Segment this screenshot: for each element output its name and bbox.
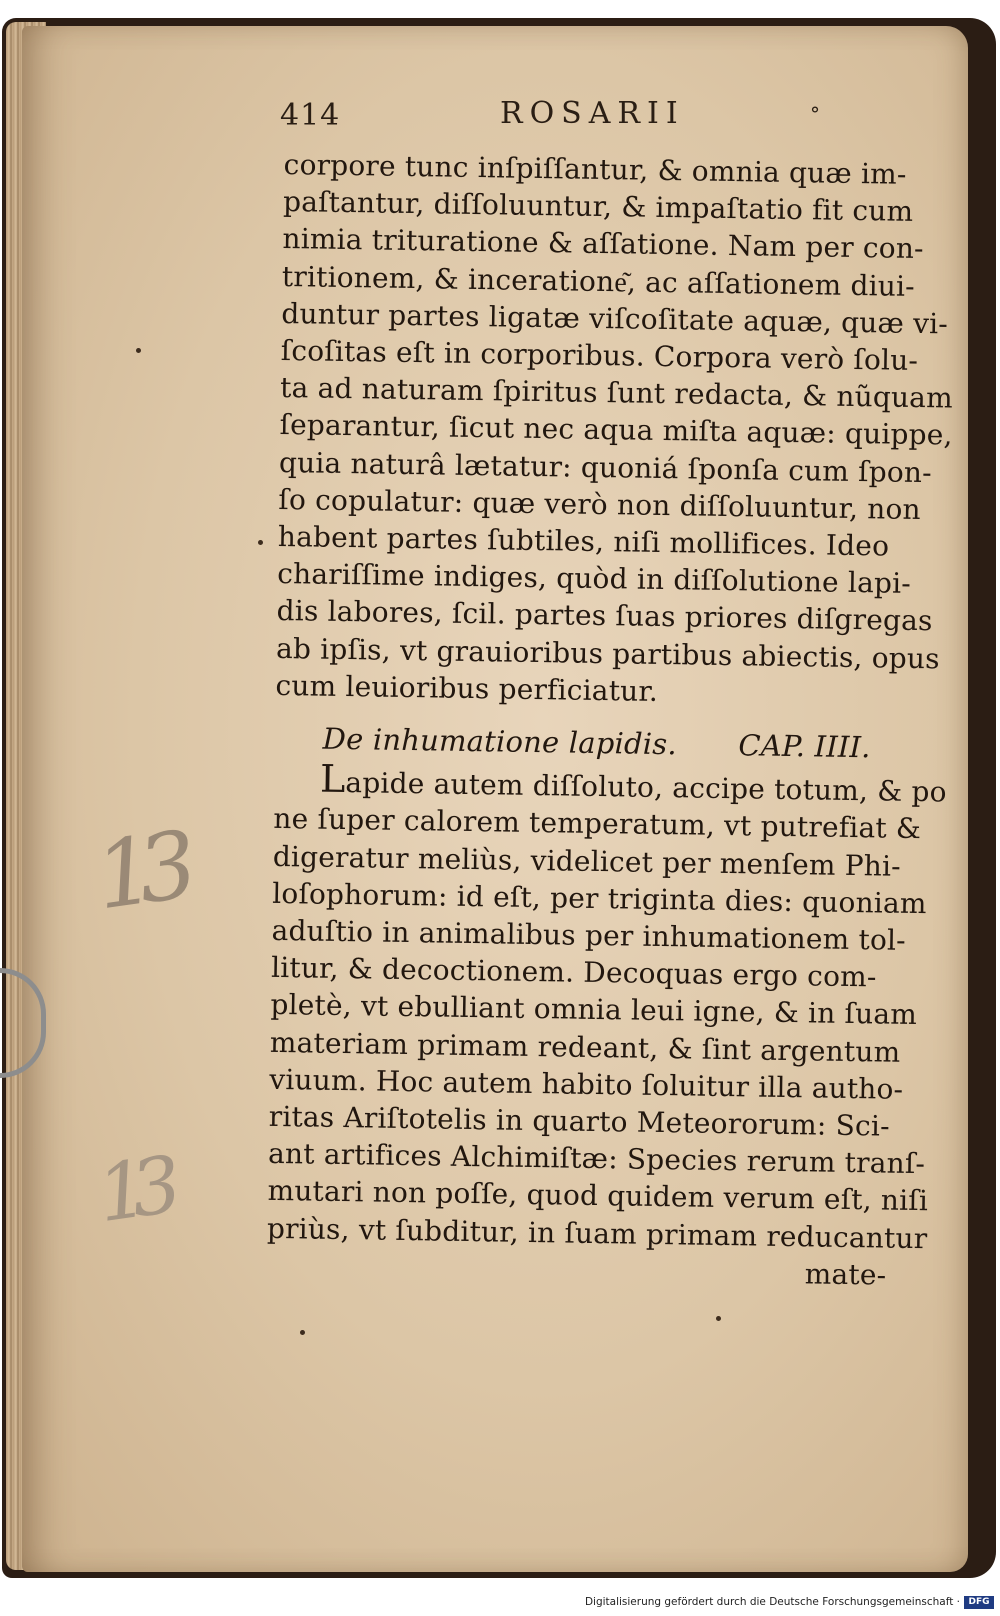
text-line: tritionem, & inceratione͂, ac aſſationem diui-	[281, 259, 916, 303]
text-line: paſtantur, diſſoluuntur, & impaſtatio fit cum	[282, 185, 914, 229]
text-line: ne ſuper calorem temperatum, vt putrefiat &	[273, 802, 922, 846]
text-line: mutari non poſſe, quod quidem verum eſt, niſi	[267, 1174, 929, 1218]
text-line: digeratur meliùs, videlicet per menſem Phi-	[272, 839, 902, 883]
catchword: mate-	[804, 1257, 887, 1292]
chapter-heading	[274, 720, 915, 767]
text-line: corpore tunc inſpiſſantur, & omnia quæ im-	[283, 147, 907, 191]
text-line: ant artifices Alchimiſtæ: Species rerum tranſ-	[267, 1137, 926, 1181]
text-line: chariſſime indiges, quòd in diſſolutione lapi-	[277, 557, 912, 601]
header-ornament: °	[810, 102, 820, 126]
text-line: ſeparantur, ſicut nec aqua miſta aquæ: quippe,	[279, 408, 953, 452]
text-line: priùs, vt ſubditur, in ſuam primam reducantur	[266, 1211, 928, 1255]
chapter-paragraph	[266, 800, 929, 1256]
first-line-text: apide autem diſſoluto, accipe totum, & po	[345, 766, 947, 809]
pencil-annotation: 13	[88, 812, 189, 931]
pencil-annotation: 13	[92, 1141, 172, 1241]
ink-speck	[716, 1316, 721, 1321]
text-line: dis labores, ſcil. partes ſuas priores diſgregas	[276, 594, 933, 638]
text-line: aduſtio in animalibus per inhumationem tol-	[271, 913, 907, 957]
text-line: ab ipſis, vt grauioribus partibus abiectis, opus	[275, 631, 940, 676]
text-line: loſophorum: id eſt, per triginta dies: quoniam	[272, 876, 927, 921]
text-line: materiam primam redeant, & ſint argentum	[269, 1025, 901, 1069]
text-line: duntur partes ligatæ viſcoſitate aquæ, quæ vi-	[281, 296, 949, 341]
chapter-number: CAP. IIII.	[738, 728, 871, 765]
page-number: 414	[280, 98, 341, 133]
chapter-title: De inhumatione lapidis.	[322, 721, 678, 762]
text-line: cum leuioribus perficiatur.	[275, 668, 659, 708]
paragraph-continued	[275, 146, 954, 714]
text-line: ſcoſitas eſt in corporibus. Corpora verò ſolu-	[280, 333, 919, 378]
text-line: quia naturâ lætatur: quoniá ſponſa cum ſpon-	[278, 445, 933, 489]
text-line: ritas Ariſtotelis in quarto Meteororum: Sci-	[268, 1099, 891, 1143]
text-line: ſo copulatur: quæ verò non diſſoluuntur, non	[278, 482, 922, 526]
text-line: pletè, vt ebulliant omnia leui igne, & in ſuam	[270, 988, 918, 1032]
initial-letter: L	[319, 756, 346, 802]
running-head: ROSARII	[500, 96, 685, 131]
text-line: ta ad naturam ſpiritus ſunt redacta, & nũquam	[279, 371, 954, 415]
text-line: litur, & decoctionem. Decoquas ergo com-	[270, 951, 877, 994]
ink-speck	[258, 540, 263, 545]
page-header	[280, 98, 840, 138]
text-line: nimia trituratione & aſſatione. Nam per con-	[282, 222, 925, 266]
ink-speck	[300, 1330, 305, 1335]
text-line: habent partes ſubtiles, niſi mollifices. Ideo	[277, 519, 890, 563]
text-line: viuum. Hoc autem habito ſoluitur illa autho-	[269, 1062, 904, 1106]
page-body	[266, 146, 954, 1294]
footer-bar	[0, 1592, 1000, 1616]
dfg-logo: DFG	[964, 1596, 994, 1609]
ink-speck	[136, 348, 141, 353]
footer-credit: Digitalisierung gefördert durch die Deutsche Forschungsgemeinschaft ·	[584, 1596, 960, 1608]
